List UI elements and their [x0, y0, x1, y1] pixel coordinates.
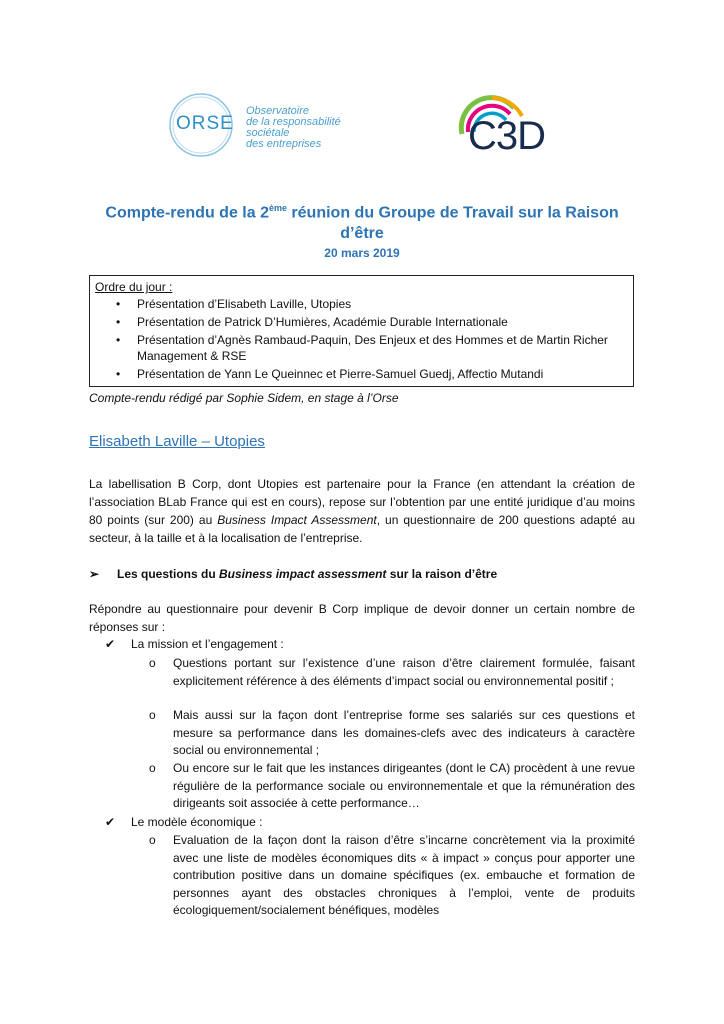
- agenda-item: • Présentation d’Agnès Rambaud-Paquin, Des Enjeux et des Hommes et de Martin Richer Management & RSE: [90, 332, 630, 364]
- arrow-bullet-icon: ➢: [89, 567, 100, 581]
- agenda-heading: Ordre du jour :: [95, 280, 173, 294]
- subheading: ➢ Les questions du Business impact assessment sur la raison d’être: [89, 567, 498, 581]
- sub-list-item: o Evaluation de la façon dont la raison d’être s’incarne concrètement via la proximité avec une liste de modèles économiques dits « à impact » conçus pour apporter une contribution positive dans un domaine spécifiques (ex. embauche et formation de personnes ayant des obstacles chroniques à l’emploi, vente de produits écologiquement/socialement bénéfiques, modèles: [149, 833, 635, 917]
- paragraph: Répondre au questionnaire pour devenir B Corp implique de devoir donner un certain nombre de réponses sur :: [89, 602, 635, 634]
- checkmark-icon: ✔: [105, 637, 116, 651]
- checklist-item: ✔ Le modèle économique :: [105, 815, 263, 829]
- c3d-logo-word: C3D: [468, 114, 546, 158]
- sub-list-item: o Ou encore sur le fait que les instances dirigeantes (dont le CA) procèdent à une revue régulière de la performance sociale ou environnementale et que la rémunération des dirigeants soit associée à cette performance…: [149, 761, 635, 810]
- circle-bullet-icon: o: [149, 833, 156, 847]
- author-note: Compte-rendu rédigé par Sophie Sidem, en stage à l’Orse: [89, 391, 399, 405]
- agenda-item: • Présentation de Yann Le Queinnec et Pierre-Samuel Guedj, Affectio Mutandi: [90, 366, 630, 382]
- intro-paragraph: La labellisation B Corp, dont Utopies est partenaire pour la France (en attendant la création de l’association BLab France qui est en cours), repose sur l’obtention par une entité juridique d’au moins 80 points (sur 200) au Business Impact Assessment, un questionnaire de 200 questions adapté au secteur, à la taille et à la localisation de l’entreprise.: [89, 477, 635, 545]
- circle-bullet-icon: o: [149, 761, 156, 775]
- section-heading: Elisabeth Laville – Utopies: [89, 433, 265, 450]
- circle-bullet-icon: o: [149, 656, 156, 670]
- agenda-list: [90, 296, 630, 384]
- sub-list-item: o Questions portant sur l’existence d’une raison d’être clairement formulée, faisant explicitement référence à des éléments d’impact social ou environnemental positif ;: [149, 656, 635, 688]
- orse-logo-tagline: Observatoire de la responsabilité sociétale des entreprises: [246, 105, 341, 150]
- c3d-logo: [452, 90, 562, 170]
- checklist-item: ✔ La mission et l’engagement :: [105, 637, 284, 651]
- agenda-item: • Présentation de Patrick D’Humières, Académie Durable Internationale: [90, 314, 630, 330]
- sub-list-item: o Mais aussi sur la façon dont l’entreprise forme ses salariés sur ces questions et mesure sa performance dans les domaines-clefs avec des indicateurs à caractère social ou environnemental ;: [149, 708, 635, 757]
- circle-bullet-icon: o: [149, 708, 156, 722]
- agenda-item: • Présentation d’Elisabeth Laville, Utopies: [90, 296, 630, 312]
- document-date: 20 mars 2019: [324, 246, 400, 260]
- agenda-box: [89, 275, 634, 387]
- document-title: Compte-rendu de la 2ème réunion du Groupe de Travail sur la Raison d’être: [105, 203, 619, 243]
- orse-logo: [168, 92, 368, 158]
- checkmark-icon: ✔: [105, 815, 116, 829]
- orse-logo-word: ORSE: [176, 113, 234, 134]
